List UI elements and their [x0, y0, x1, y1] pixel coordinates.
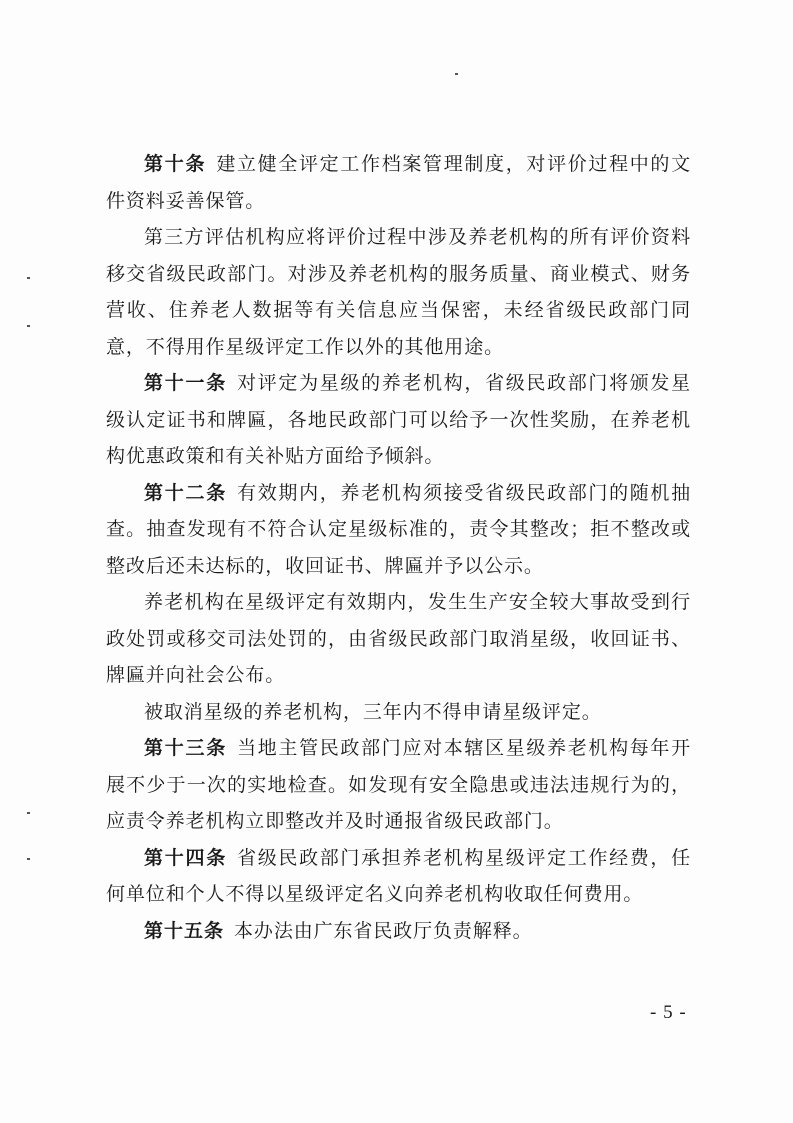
article-14-paragraph — [106, 840, 691, 913]
article-number: 第十五条 — [144, 919, 225, 942]
scan-mark-decoration — [27, 325, 30, 327]
document-body — [106, 146, 691, 949]
article-12-paragraph — [106, 475, 691, 585]
article-12-continuation-paragraph — [106, 584, 691, 694]
paragraph-text: 当地主管民政部门应对本辖区星级养老机构每年开展不少于一次的实地检查。如发现有安全隐患或违法违规行为的，应责令养老机构立即整改并及时通报省级民政部门。 — [106, 737, 691, 832]
page-number: - 5 - — [650, 1002, 687, 1023]
article-number: 第十一条 — [144, 372, 228, 394]
article-10-paragraph — [106, 146, 691, 219]
article-13-paragraph — [106, 730, 691, 840]
article-number: 第十三条 — [144, 737, 228, 759]
paragraph-text: 养老机构在星级评定有效期内，发生生产安全较大事故受到行政处罚或移交司法处罚的，由省级民政部门取消星级，收回证书、牌匾并向社会公布。 — [106, 591, 691, 686]
article-12-continuation-paragraph — [106, 694, 691, 731]
paragraph-text: 第三方评估机构应将评价过程中涉及养老机构的所有评价资料移交省级民政部门。对涉及养老机构的服务质量、商业模式、财务营收、住养老人数据等有关信息应当保密，未经省级民政部门同意，不得用作星级评定工作以外的其他用途。 — [106, 226, 691, 358]
article-15-paragraph — [106, 913, 691, 950]
article-number: 第十四条 — [144, 846, 228, 869]
scan-mark-decoration — [27, 812, 30, 814]
paragraph-text: 省级民政部门承担养老机构星级评定工作经费，任何单位和个人不得以星级评定名义向养老机构收取任何费用。 — [106, 846, 691, 905]
scan-mark-decoration — [455, 73, 458, 75]
paragraph-text: 被取消星级的养老机构，三年内不得申请星级评定。 — [144, 700, 602, 723]
article-number: 第十条 — [144, 153, 207, 175]
paragraph-text: 本办法由广东省民政厅负责解释。 — [234, 919, 533, 942]
scan-mark-decoration — [27, 277, 30, 279]
scan-mark-decoration — [27, 858, 30, 860]
article-11-paragraph — [106, 365, 691, 475]
paragraph-text: 对评定为星级的养老机构，省级民政部门将颁发星级认定证书和牌匾，各地民政部门可以给予一次性奖励，在养老机构优惠政策和有关补贴方面给予倾斜。 — [106, 372, 691, 467]
article-number: 第十二条 — [144, 481, 228, 504]
article-10-continuation-paragraph — [106, 219, 691, 365]
paragraph-text: 建立健全评定工作档案管理制度，对评价过程中的文件资料妥善保管。 — [106, 153, 691, 212]
paragraph-text: 有效期内，养老机构须接受省级民政部门的随机抽查。抽查发现有不符合认定星级标准的，责令其整改；拒不整改或整改后还未达标的，收回证书、牌匾并予以公示。 — [106, 481, 691, 577]
